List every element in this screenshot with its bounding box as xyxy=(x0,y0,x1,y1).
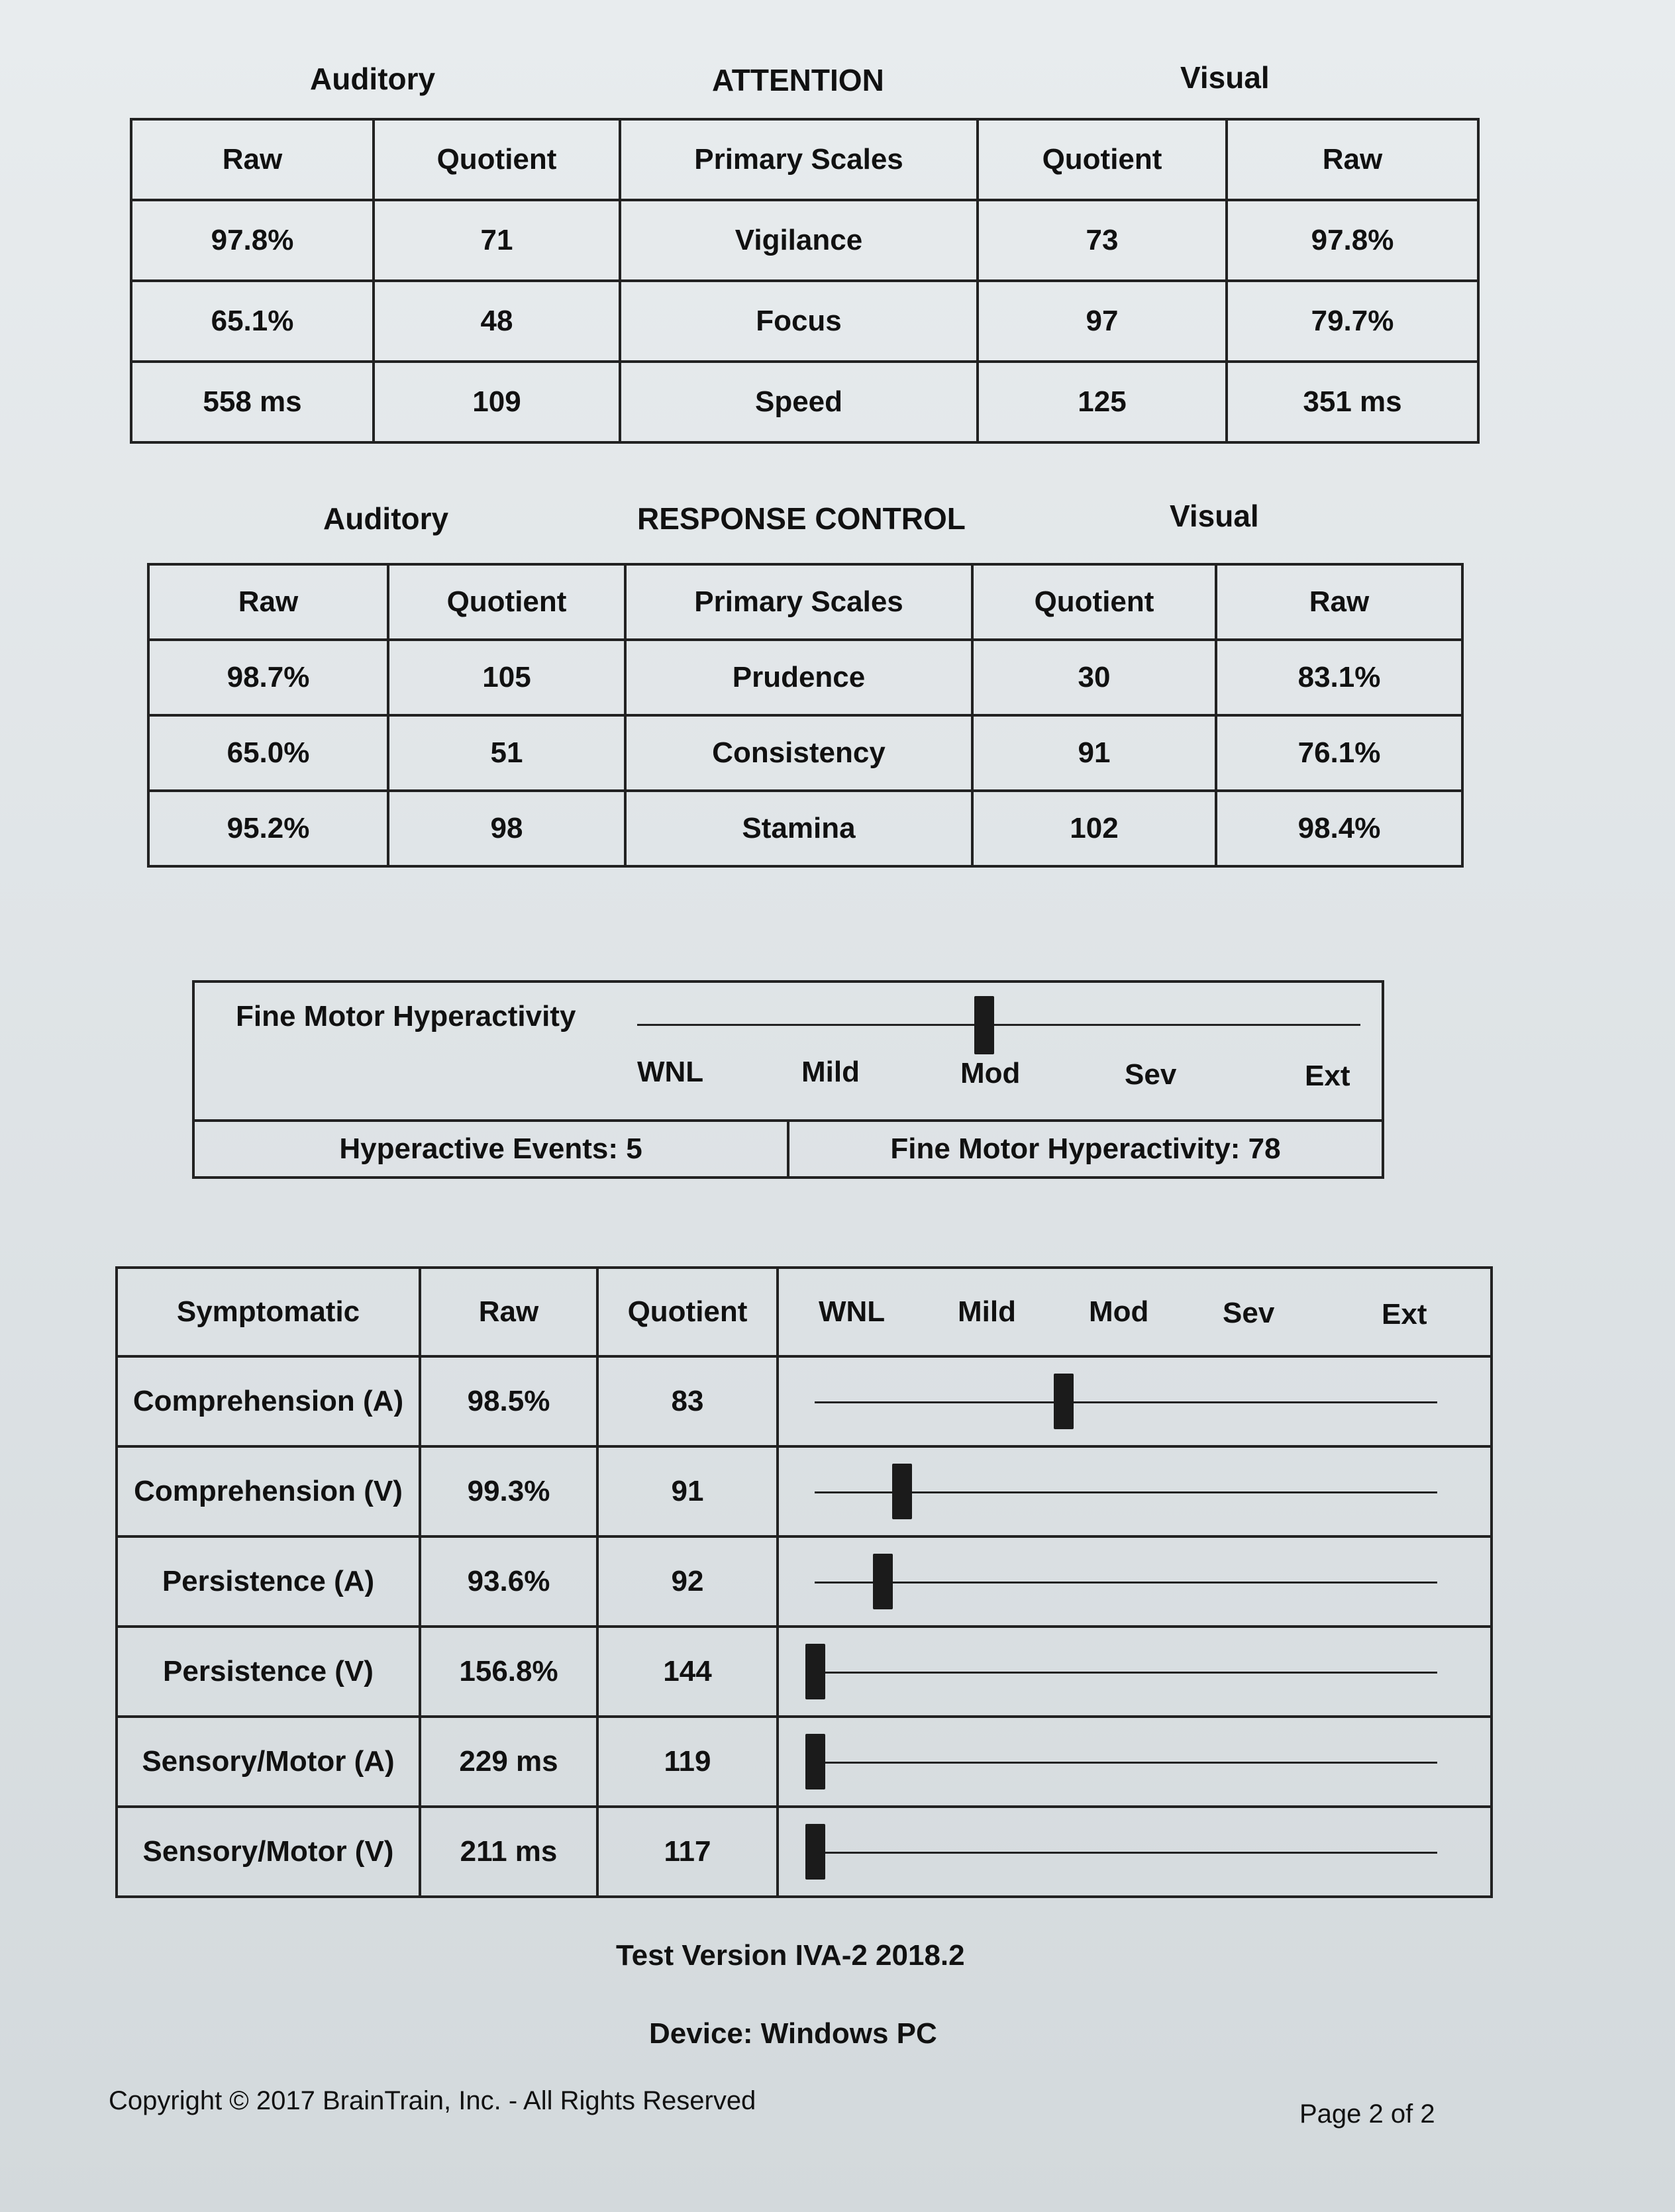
header-quotient: Quotient xyxy=(978,119,1227,200)
scale-label-ext: Ext xyxy=(1305,1060,1350,1092)
visual-quotient: 73 xyxy=(978,200,1227,281)
header-raw: Raw xyxy=(1227,119,1478,200)
symptom-name: Sensory/Motor (V) xyxy=(117,1807,420,1897)
auditory-quotient: 105 xyxy=(388,640,625,715)
header-quotient: Quotient xyxy=(374,119,620,200)
fine-motor-hyperactivity-box xyxy=(192,980,1384,1179)
table-row xyxy=(117,1536,1492,1627)
severity-scale xyxy=(778,1627,1492,1717)
auditory-raw: 65.0% xyxy=(148,715,388,791)
severity-level-marker xyxy=(892,1464,912,1519)
visual-quotient: 97 xyxy=(978,281,1227,362)
severity-track xyxy=(815,1762,1437,1764)
visual-raw: 83.1% xyxy=(1216,640,1462,715)
test-version: Test Version IVA-2 2018.2 xyxy=(616,1939,965,1972)
scale-label-sev: Sev xyxy=(1223,1297,1275,1329)
severity-level-marker xyxy=(805,1824,825,1880)
scale-label-sev: Sev xyxy=(1125,1058,1177,1091)
header-quotient: Quotient xyxy=(972,564,1216,640)
scale-name: Stamina xyxy=(625,791,972,866)
symptom-raw: 98.5% xyxy=(420,1356,597,1446)
visual-quotient: 125 xyxy=(978,362,1227,442)
table-row xyxy=(148,791,1462,866)
symptom-name: Comprehension (V) xyxy=(117,1446,420,1536)
severity-scale xyxy=(778,1717,1492,1807)
table-row xyxy=(131,362,1478,442)
severity-level-marker xyxy=(873,1554,893,1609)
symptomatic-table xyxy=(115,1266,1493,1898)
severity-track xyxy=(815,1672,1437,1674)
table-row xyxy=(117,1356,1492,1446)
symptomatic-header-row xyxy=(117,1268,1492,1356)
header-quotient: Quotient xyxy=(388,564,625,640)
scale-label-mod: Mod xyxy=(960,1057,1021,1089)
scale-label-mild: Mild xyxy=(958,1295,1016,1328)
header-primary-scales: Primary Scales xyxy=(620,119,978,200)
visual-quotient: 30 xyxy=(972,640,1216,715)
symptom-raw: 211 ms xyxy=(420,1807,597,1897)
symptom-raw: 156.8% xyxy=(420,1627,597,1717)
severity-scale xyxy=(778,1807,1492,1897)
visual-raw: 98.4% xyxy=(1216,791,1462,866)
scale-label-wnl: WNL xyxy=(637,1056,704,1088)
fine-motor-hyperactivity-label: Fine Motor Hyperactivity xyxy=(236,1000,576,1032)
attention-auditory-heading: Auditory xyxy=(310,62,436,96)
response-control-title: RESPONSE CONTROL xyxy=(637,501,966,536)
severity-level-marker xyxy=(805,1734,825,1789)
table-row xyxy=(148,715,1462,791)
attention-title: ATTENTION xyxy=(712,63,884,97)
attention-table xyxy=(130,118,1480,444)
symptom-quotient: 119 xyxy=(597,1717,778,1807)
auditory-raw: 95.2% xyxy=(148,791,388,866)
page-number: Page 2 of 2 xyxy=(1299,2099,1435,2129)
severity-level-marker xyxy=(1054,1374,1074,1429)
severity-scale xyxy=(778,1356,1492,1446)
symptom-raw: 229 ms xyxy=(420,1717,597,1807)
scale-name: Prudence xyxy=(625,640,972,715)
symptom-quotient: 144 xyxy=(597,1627,778,1717)
symptom-quotient: 91 xyxy=(597,1446,778,1536)
table-row xyxy=(117,1717,1492,1807)
table-row xyxy=(117,1627,1492,1717)
auditory-quotient: 71 xyxy=(374,200,620,281)
response-header-row xyxy=(148,564,1462,640)
scale-name: Focus xyxy=(620,281,978,362)
copyright-notice: Copyright © 2017 BrainTrain, Inc. - All Rights Reserved xyxy=(109,2086,756,2115)
severity-scale xyxy=(778,1536,1492,1627)
auditory-raw: 558 ms xyxy=(131,362,374,442)
auditory-quotient: 48 xyxy=(374,281,620,362)
severity-scale xyxy=(778,1446,1492,1536)
device-info: Device: Windows PC xyxy=(649,2017,937,2050)
header-raw: Raw xyxy=(131,119,374,200)
symptom-name: Sensory/Motor (A) xyxy=(117,1717,420,1807)
auditory-raw: 65.1% xyxy=(131,281,374,362)
severity-track xyxy=(815,1401,1437,1403)
symptom-name: Persistence (V) xyxy=(117,1627,420,1717)
response-visual-heading: Visual xyxy=(1170,499,1259,533)
severity-track xyxy=(815,1582,1437,1584)
response-auditory-heading: Auditory xyxy=(323,501,449,536)
scale-label-ext: Ext xyxy=(1382,1298,1427,1331)
visual-quotient: 91 xyxy=(972,715,1216,791)
scale-label-mod: Mod xyxy=(1089,1295,1149,1328)
symptom-name: Comprehension (A) xyxy=(117,1356,420,1446)
visual-raw: 97.8% xyxy=(1227,200,1478,281)
auditory-quotient: 98 xyxy=(388,791,625,866)
auditory-raw: 97.8% xyxy=(131,200,374,281)
scale-name: Vigilance xyxy=(620,200,978,281)
symptom-quotient: 83 xyxy=(597,1356,778,1446)
hyperactivity-summary-row xyxy=(195,1119,1382,1176)
severity-level-marker xyxy=(805,1644,825,1699)
auditory-quotient: 51 xyxy=(388,715,625,791)
scale-label-wnl: WNL xyxy=(819,1295,886,1328)
auditory-quotient: 109 xyxy=(374,362,620,442)
table-row xyxy=(117,1807,1492,1897)
hyperactivity-scale-track xyxy=(637,1024,1360,1026)
symptom-raw: 99.3% xyxy=(420,1446,597,1536)
auditory-raw: 98.7% xyxy=(148,640,388,715)
table-row xyxy=(131,200,1478,281)
table-row xyxy=(131,281,1478,362)
symptom-raw: 93.6% xyxy=(420,1536,597,1627)
visual-quotient: 102 xyxy=(972,791,1216,866)
visual-raw: 79.7% xyxy=(1227,281,1478,362)
hyperactive-events: Hyperactive Events: 5 xyxy=(195,1122,789,1176)
scale-name: Consistency xyxy=(625,715,972,791)
scale-name: Speed xyxy=(620,362,978,442)
header-raw: Raw xyxy=(1216,564,1462,640)
table-row xyxy=(117,1446,1492,1536)
hyperactivity-level-marker xyxy=(974,996,994,1054)
response-control-table xyxy=(147,563,1464,868)
fine-motor-hyperactivity-score: Fine Motor Hyperactivity: 78 xyxy=(890,1132,1281,1165)
header-raw: Raw xyxy=(420,1268,597,1356)
header-symptomatic: Symptomatic xyxy=(117,1268,420,1356)
visual-raw: 76.1% xyxy=(1216,715,1462,791)
symptom-quotient: 117 xyxy=(597,1807,778,1897)
header-quotient: Quotient xyxy=(597,1268,778,1356)
visual-raw: 351 ms xyxy=(1227,362,1478,442)
header-primary-scales: Primary Scales xyxy=(625,564,972,640)
symptom-name: Persistence (A) xyxy=(117,1536,420,1627)
attention-header-row xyxy=(131,119,1478,200)
header-severity-scale xyxy=(778,1268,1492,1356)
symptom-quotient: 92 xyxy=(597,1536,778,1627)
scale-label-mild: Mild xyxy=(801,1056,860,1088)
severity-track xyxy=(815,1852,1437,1854)
table-row xyxy=(148,640,1462,715)
header-raw: Raw xyxy=(148,564,388,640)
attention-visual-heading: Visual xyxy=(1180,60,1270,95)
